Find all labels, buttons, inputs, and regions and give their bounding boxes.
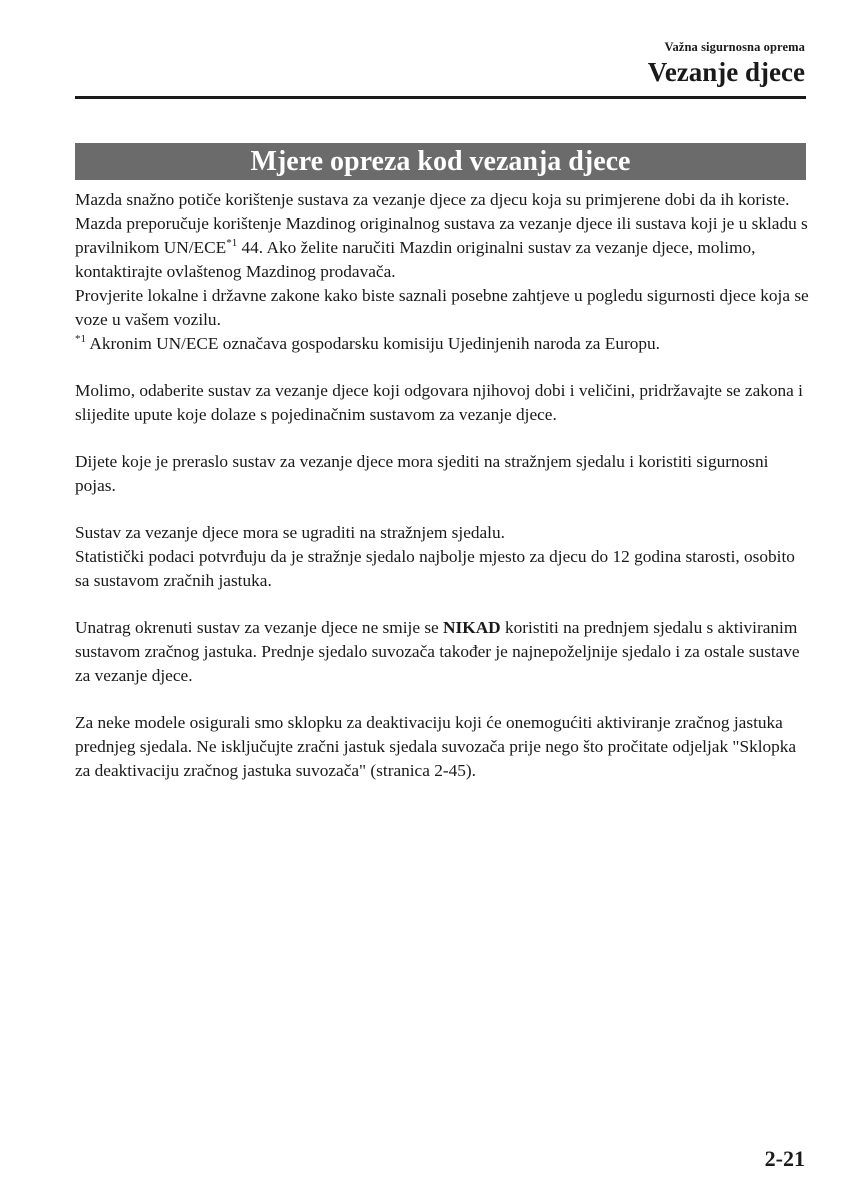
footnote	[75, 332, 810, 356]
paragraph-outgrown: Dijete koje je preraslo sustav za vezanje djece mora sjediti na stražnjem sjedalu i koristiti sigurnosni pojas.	[75, 452, 769, 495]
footnote-text: Akronim UN/ECE označava gospodarsku komisiju Ujedinjenih naroda za Europu.	[86, 334, 660, 353]
paragraph-rear-seat-line-2: Statistički podaci potvrđuju da je stražnje sjedalo najbolje mjesto za djecu do 12 godina starosti, osobito sa sustavom zračnih jastuka.	[75, 547, 795, 590]
running-header-chapter: Vezanje djece	[647, 57, 805, 87]
paragraph-intro-line-2	[75, 212, 810, 284]
header-rule	[75, 96, 806, 99]
paragraph-intro-line-2-b: 44. Ako želite naručiti Mazdin originalni sustav za vezanje djece, molimo, kontaktirajte ovlaštenog Mazdinog prodavača.	[75, 238, 756, 281]
footnote-mark: *1	[75, 333, 86, 346]
paragraph-choose-system: Molimo, odaberite sustav za vezanje djece koji odgovara njihovoj dobi i veličini, pridržavajte se zakona i slijedite upute koje dolaze s pojedinačnim sustavom za vezanje djece.	[75, 381, 803, 424]
page-number: 2-21	[764, 1146, 805, 1171]
running-header-section: Važna sigurnosna oprema	[664, 40, 805, 54]
warning-text-after: koristiti na prednjem sjedalu s aktiviranim sustavom zračnog jastuka. Prednje sjedalo suvozača također je najnepoželjnije sjedalo i za ostale sustave za vezanje djece.	[75, 618, 800, 685]
paragraph-intro-line-1: Mazda snažno potiče korištenje sustava za vezanje djece za djecu koja su primjerene dobi da ih koriste.	[75, 190, 790, 209]
paragraph-rear-seat	[75, 521, 810, 593]
paragraph-deactivation-switch: Za neke modele osigurali smo sklopku za deaktivaciju koji će onemogućiti aktiviranje zračnog jastuka prednjeg sjedala. Ne isključujte zračni jastuk sjedala suvozača prije nego što pročitate odjeljak "Sklopka za deaktivaciju zračnog jastuka suvozača" (stranica 2-45).	[75, 713, 797, 780]
warning-emphasis: NIKAD	[443, 618, 501, 637]
warning-text-before: Unatrag okrenuti sustav za vezanje djece ne smije se	[75, 618, 444, 637]
paragraph-rear-seat-line-1: Sustav za vezanje djece mora se ugraditi na stražnjem sjedalu.	[75, 523, 505, 542]
paragraph-intro	[75, 188, 810, 356]
footnote-reference: *1	[226, 237, 238, 250]
page-body	[75, 188, 810, 806]
paragraph-intro-line-3: Provjerite lokalne i državne zakone kako biste saznali posebne zahtjeve u pogledu sigurnosti djece koja se voze u vašem vozilu.	[75, 286, 809, 329]
paragraph-intro-line-2-a: Mazda preporučuje korištenje Mazdinog originalnog sustava za vezanje djece ili sustava koji je u skladu s pravilnikom UN/ECE	[75, 214, 808, 257]
section-title-banner: Mjere opreza kod vezanja djece	[75, 143, 806, 180]
paragraph-rear-facing-warning	[75, 616, 810, 688]
